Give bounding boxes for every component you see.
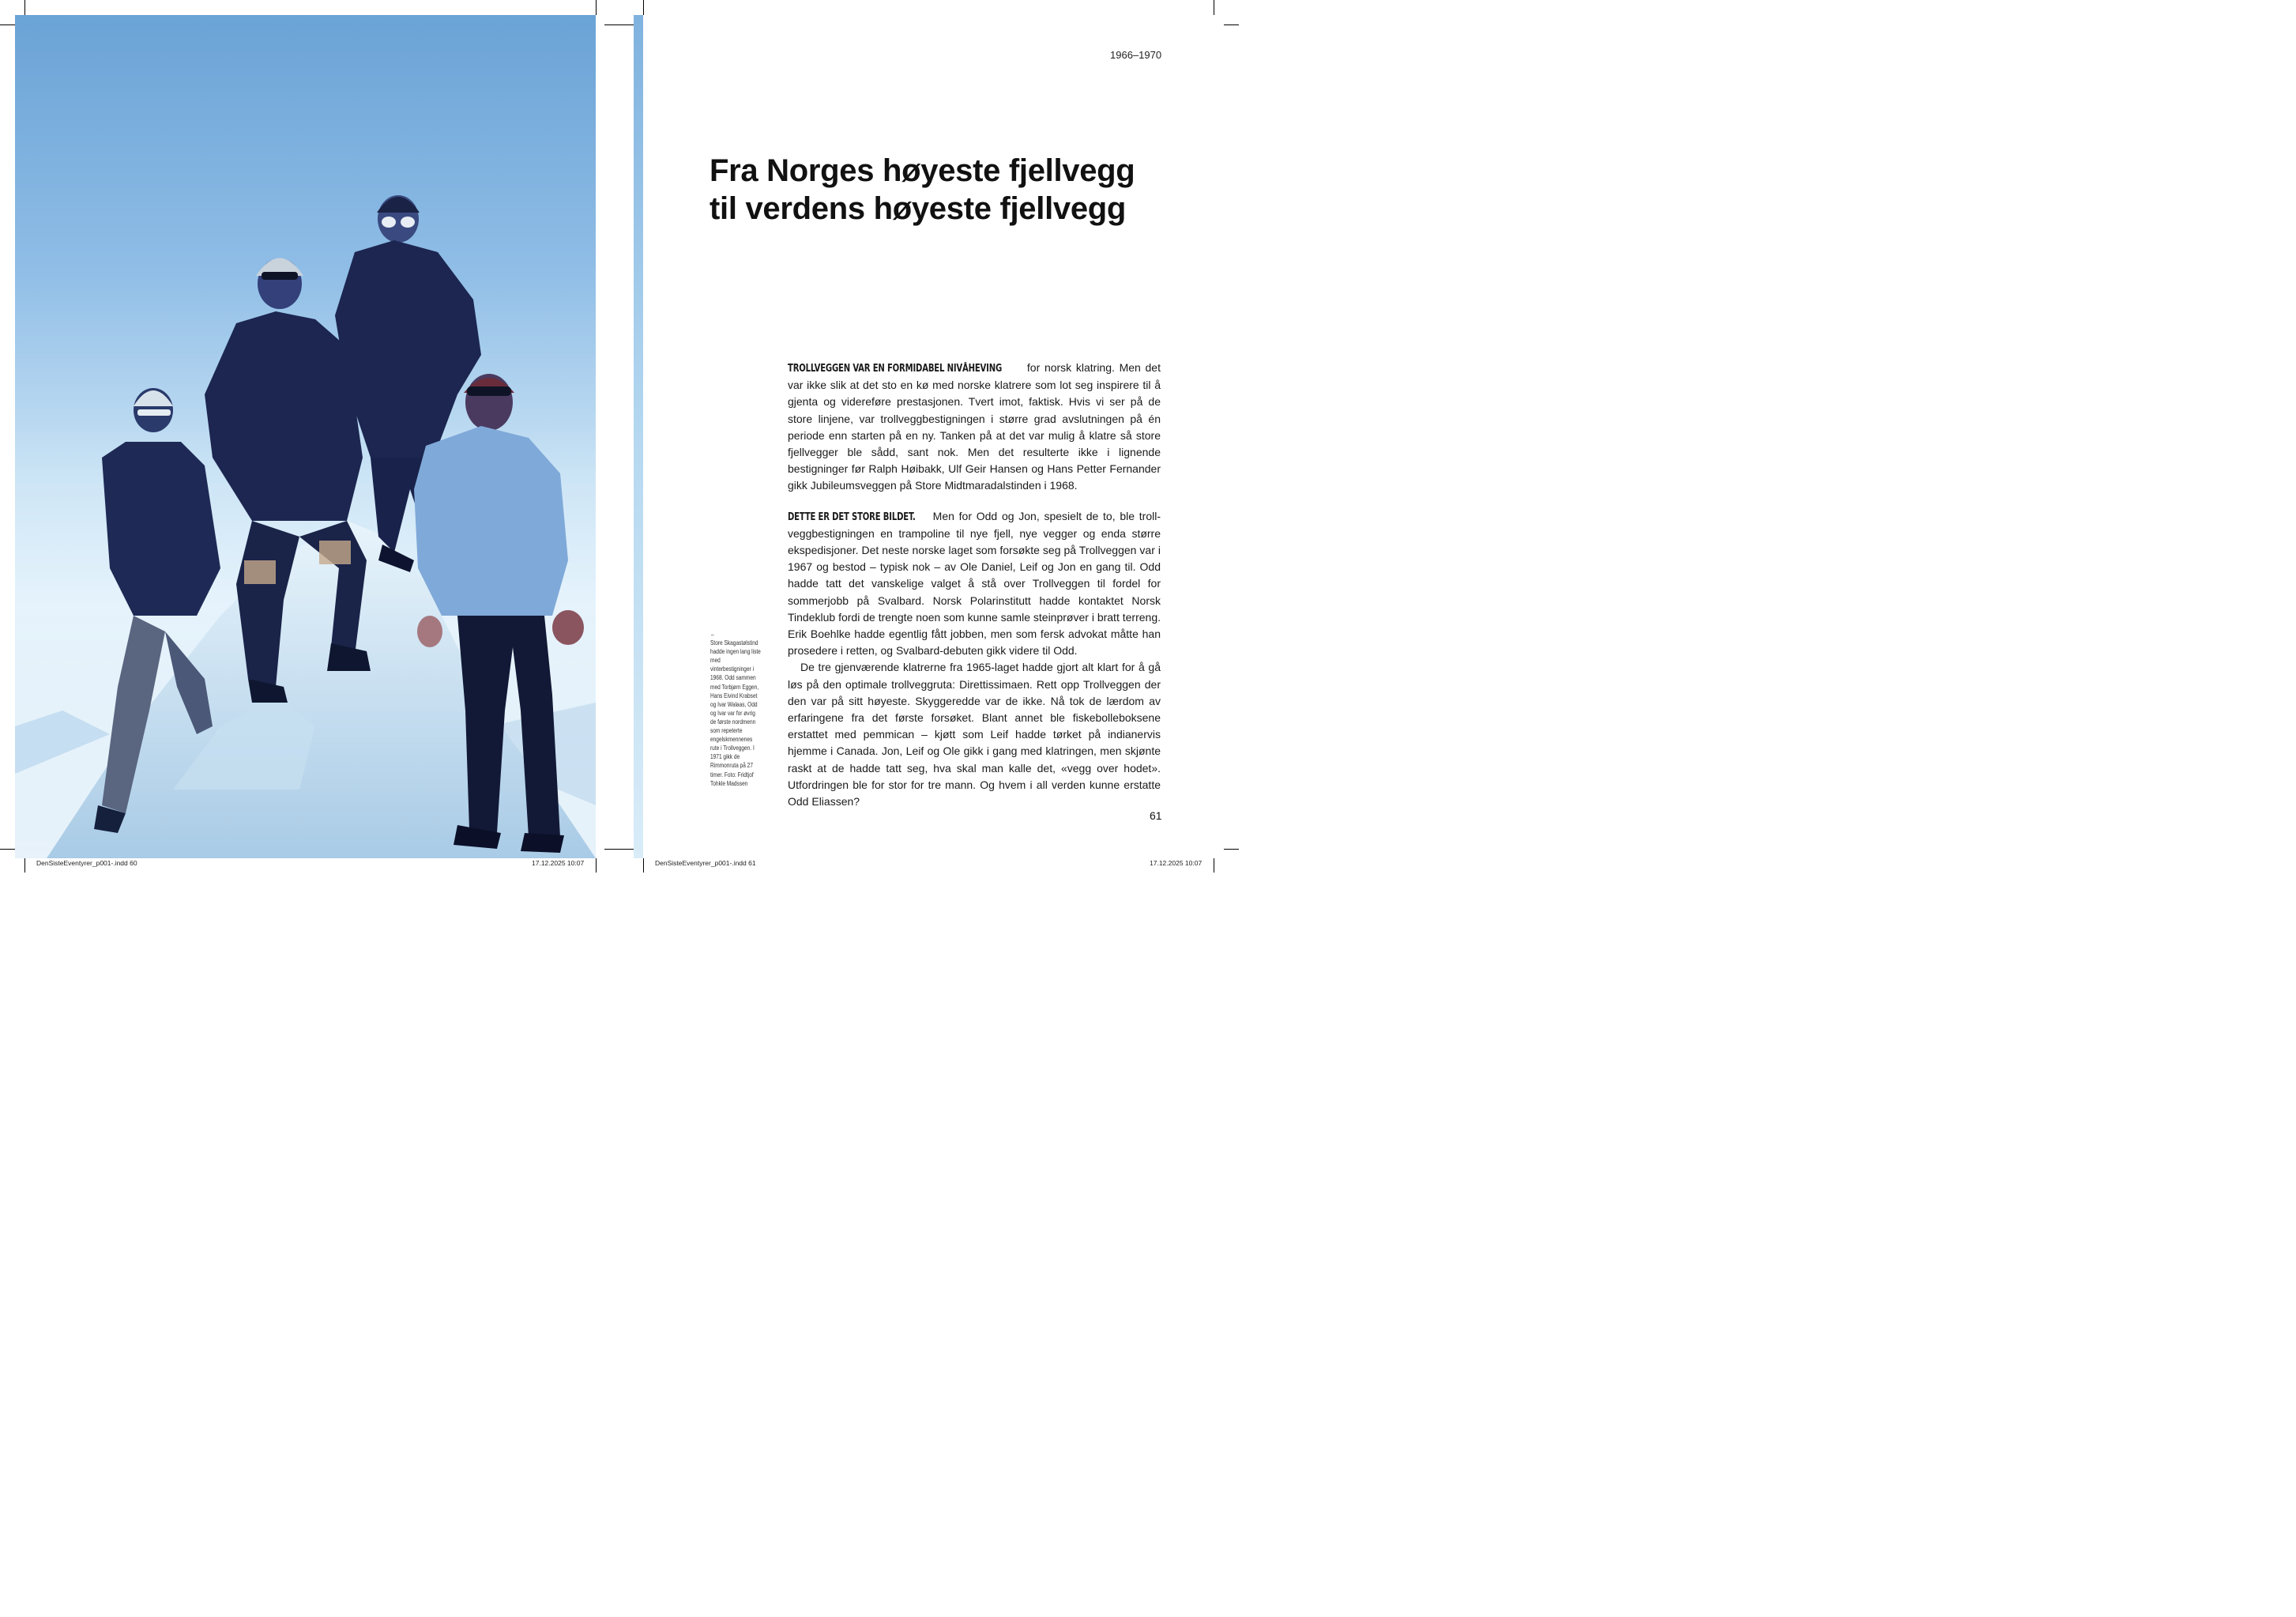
title-line-2: til verdens høyeste fjellvegg — [710, 191, 1127, 226]
title-line-1: Fra Norges høyeste fjellvegg — [710, 153, 1135, 188]
summit-photo — [15, 15, 596, 858]
crop-mark — [596, 858, 597, 873]
crop-mark — [1224, 24, 1239, 25]
photo-bleed-strip — [634, 15, 643, 858]
photo-caption — [710, 630, 761, 788]
footer-left-file: DenSisteEventyrer_p001-.indd 60 — [36, 859, 137, 867]
crop-mark — [604, 849, 634, 850]
lead-in-2: DETTE ER DET STORE BILDET. — [788, 511, 916, 523]
paragraph-3: De tre gjenværende klatrerne fra 1965-laget hadde gjort alt klart for å gå løs på den optimale trollveggruta: Direttissimaen. Rett opp Trollveggen der den var på sitt høyeste. Skyggeredde var de ikke. Nå tok de lærdom av erfaringene fra det første forsøket. Blant annet ble fiskebolleboksene erstattet med pemmican – kjøtt som Leif hadde tørket på indianervis hjemme i Canada. Jon, Leif og Ole gikk i gang med klatringen, men skjønte raskt at de hadde tatt seg, hva skal man kalle det, «vegg over hodet». Utfordringen ble for stor for tre mann. Og hvem i all verden kunne erstatte Odd Eliassen? — [788, 661, 1161, 808]
crop-mark — [24, 858, 25, 873]
arrow-left-icon: ← — [710, 631, 716, 638]
crop-mark — [643, 0, 644, 15]
footer-left-date: 17.12.2025 10:07 — [532, 859, 585, 867]
caption-text: Store Skagastølstind hadde ingen lang liste med vinterbestigninger i 1968. Odd sammen med Torbjørn Eggen, Hans Eivind Krabset og Ivar Walaas, Odd og Ivar var for øvrig de første nordmenn som repeterte engelskmennenes rute i Trollveggen. I 1971 gikk de Rimmonruta på 27 timer. Foto: Fridtjof Tohkle Madssen — [710, 639, 761, 787]
crop-mark — [596, 0, 597, 15]
paragraph-2 — [788, 508, 1161, 660]
page-number: 61 — [1150, 809, 1162, 822]
paragraph-2-text: Men for Odd og Jon, spesielt de to, ble trollveggbestigningen en trampoline til nye fjell, nye vegger og enda større ekspedisjoner. Det neste norske laget som forsøkte seg på Trollveggen var i 1967 og bestod – typisk nok – av Ole Daniel, Leif og Jon en gang til. Odd hadde tatt det vanskelige valget å stå over Trollveggen til fordel for sommerjobb på Svalbard. Norsk Polarinstitutt hadde kontaktet Norsk Tindeklub fordi de trengte noen som kunne samle steinprøver i bratt terreng. Erik Boehlke hadde egentlig fått jobben, men som fersk advokat måtte han prosedere i retten, og Svalbard-debuten gikk videre til Odd. — [788, 509, 1161, 658]
footer-right-file: DenSisteEventyrer_p001-.indd 61 — [655, 859, 756, 867]
crop-mark — [0, 849, 15, 850]
paragraph-1 — [788, 360, 1161, 495]
lead-in-1: TROLLVEGGEN VAR EN FORMIDABEL NIVÅHEVING — [788, 363, 1003, 375]
footer-right-date: 17.12.2025 10:07 — [1150, 859, 1203, 867]
climbers-illustration — [15, 15, 596, 858]
paragraph-1-text: for norsk klatring. Men det var ikke slik at det sto en kø med norske klatrere som lot seg inspirere til å gjenta og videreføre prestasjonen. Tvert imot, faktisk. Hvis vi ser på de store linjene, var trollveggbestigningen i større grad avslutningen på én periode enn starten på en ny. Tanken på at det var mulig å klatre så store fjellvegger ble sådd, sant nok. Men det resulterte ikke i lignende bestigninger før Ralph Høibakk, Ulf Geir Hansen og Hans Petter Fernander gikk Jubileumsveggen på Store Midtmaradalstinden i 1968. — [788, 361, 1161, 492]
crop-mark — [24, 0, 25, 15]
chapter-years: 1966–1970 — [1110, 49, 1162, 61]
crop-mark — [604, 24, 634, 25]
body-text — [788, 360, 1161, 810]
crop-mark — [1224, 849, 1239, 850]
crop-mark — [0, 24, 15, 25]
crop-mark — [643, 858, 644, 873]
chapter-title — [710, 152, 1199, 228]
